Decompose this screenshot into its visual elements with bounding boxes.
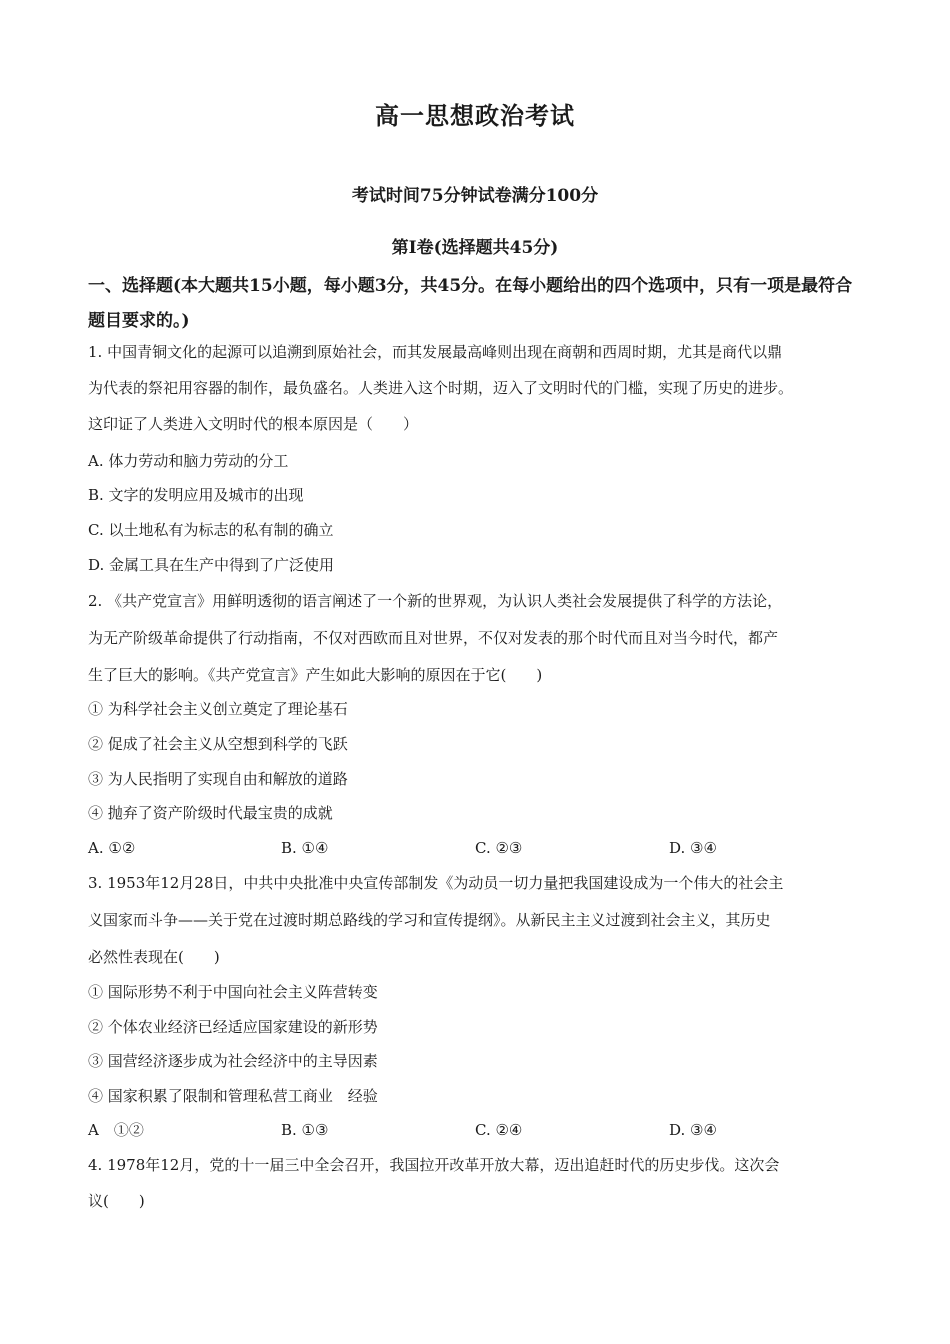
q3-stem-line: 3. 1953年12月28日，中共中央批准中央宣传部制发《为动员一切力量把我国建设成为一个伟大的社会主 bbox=[88, 874, 784, 892]
q2-statement: ④ 抛弃了资产阶级时代最宝贵的成就 bbox=[88, 804, 333, 822]
q1-stem-line: 1. 中国青铜文化的起源可以追溯到原始社会，而其发展最高峰则出现在商朝和西周时期，尤其是商代以鼎 bbox=[88, 343, 783, 361]
q2-statement: ③ 为人民指明了实现自由和解放的道路 bbox=[88, 770, 348, 788]
q2-option-b: B. ①④ bbox=[281, 839, 329, 857]
q2-statement: ② 促成了社会主义从空想到科学的飞跃 bbox=[88, 735, 348, 753]
volume-heading: 第Ⅰ卷(选择题共45分) bbox=[391, 238, 559, 258]
q2-stem-line: 2. 《共产党宣言》用鲜明透彻的语言阐述了一个新的世界观，为认识人类社会发展提供了科学的方法论， bbox=[88, 592, 783, 610]
q1-option-d: D. 金属工具在生产中得到了广泛使用 bbox=[88, 556, 335, 574]
q3-option-a: A ①② bbox=[88, 1121, 144, 1139]
exam-subtitle: 考试时间75分钟试卷满分100分 bbox=[351, 186, 599, 206]
q1-stem-line: 为代表的祭祀用容器的制作，最负盛名。人类进入这个时期，迈入了文明时代的门槛，实现了历史的进步。 bbox=[88, 379, 794, 397]
section-heading: 一、选择题(本大题共15小题，每小题3分，共45分。在每小题给出的四个选项中，只有一项是最符合题目要求的。) bbox=[88, 276, 853, 331]
q3-stem-line: 必然性表现在( ) bbox=[88, 948, 220, 966]
page-title: 高一思想政治考试 bbox=[375, 101, 575, 130]
q3-statement: ④ 国家积累了限制和管理私营工商业 经验 bbox=[88, 1087, 378, 1105]
q3-statement: ① 国际形势不利于中国向社会主义阵营转变 bbox=[88, 983, 378, 1001]
q2-stem-line: 生了巨大的影响。《共产党宣言》产生如此大影响的原因在于它( ) bbox=[88, 666, 543, 684]
q4-stem-line: 议( ) bbox=[88, 1192, 145, 1210]
q3-statement: ② 个体农业经济已经适应国家建设的新形势 bbox=[88, 1018, 378, 1036]
q2-option-a: A. ①② bbox=[88, 839, 136, 857]
q2-stem-line: 为无产阶级革命提供了行动指南，不仅对西欧而且对世界，不仅对发表的那个时代而且对当今时代，都产 bbox=[88, 629, 779, 647]
q1-option-b: B. 文字的发明应用及城市的出现 bbox=[88, 486, 304, 504]
q3-statement: ③ 国营经济逐步成为社会经济中的主导因素 bbox=[88, 1052, 378, 1070]
q3-option-d: D. ③④ bbox=[669, 1121, 717, 1139]
q4-stem-line: 4. 1978年12月，党的十一届三中全会召开，我国拉开改革开放大幕，迈出追赶时代的历史步伐。这次会 bbox=[88, 1156, 780, 1174]
q2-option-c: C. ②③ bbox=[475, 839, 523, 857]
q1-option-a: A. 体力劳动和脑力劳动的分工 bbox=[88, 452, 289, 470]
q1-option-c: C. 以土地私有为标志的私有制的确立 bbox=[88, 521, 334, 539]
q3-option-c: C. ②④ bbox=[475, 1121, 523, 1139]
q1-stem-line: 这印证了人类进入文明时代的根本原因是（ ） bbox=[88, 415, 419, 433]
q3-option-b: B. ①③ bbox=[281, 1121, 329, 1139]
q3-stem-line: 义国家而斗争——关于党在过渡时期总路线的学习和宣传提纲》。从新民主主义过渡到社会主义，其历史 bbox=[88, 911, 771, 929]
q2-option-d: D. ③④ bbox=[669, 839, 717, 857]
q2-statement: ① 为科学社会主义创立奠定了理论基石 bbox=[88, 700, 348, 718]
